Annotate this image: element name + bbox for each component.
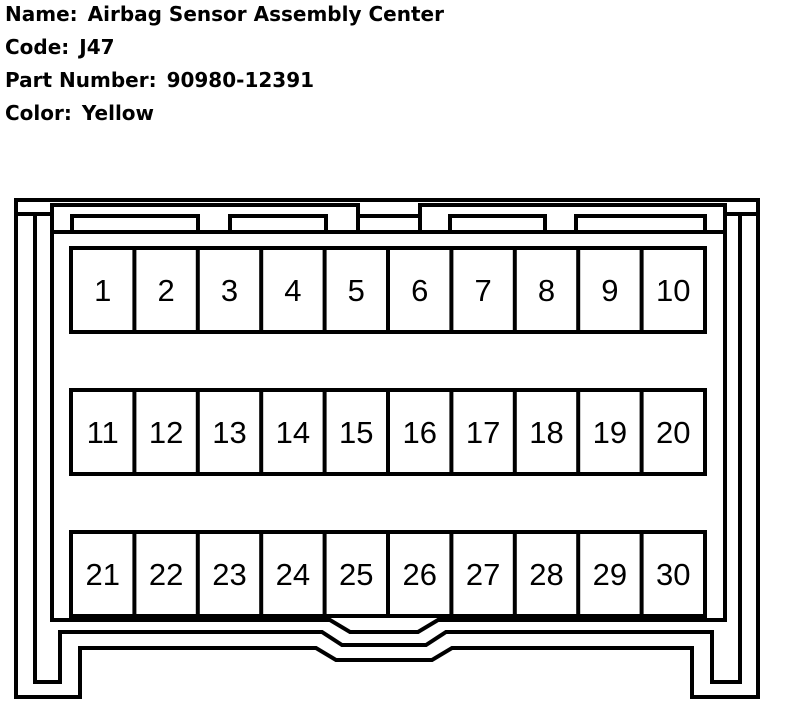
pin-12-label: 12 (148, 415, 184, 450)
pin-20-label: 20 (656, 415, 691, 450)
pin-15-label: 15 (339, 415, 374, 450)
pin-27-label: 27 (465, 557, 501, 592)
part-number-label: Part Number: (5, 68, 157, 92)
pin-11-label: 11 (86, 415, 119, 450)
pin-13-label: 13 (212, 415, 247, 450)
name-value: Airbag Sensor Assembly Center (87, 2, 444, 26)
pin-1-label: 1 (94, 273, 112, 308)
top-tab-4 (576, 216, 705, 232)
top-tab-2 (230, 216, 326, 232)
pin-29-label: 29 (592, 557, 628, 592)
center-latch (358, 205, 420, 232)
pin-5-label: 5 (347, 273, 365, 308)
code-value: J47 (79, 35, 115, 59)
pin-26-label: 26 (402, 557, 437, 592)
pin-4-label: 4 (284, 273, 302, 308)
pin-3-label: 3 (220, 273, 239, 308)
code-label: Code: (5, 35, 70, 59)
pin-2-label: 2 (157, 273, 175, 308)
housing-top-rail (52, 205, 725, 232)
name-label: Name: (5, 2, 78, 26)
pin-19-label: 19 (592, 415, 628, 450)
pin-7-label: 7 (474, 273, 492, 308)
pin-10-label: 10 (656, 273, 691, 308)
pin-9-label: 9 (601, 273, 619, 308)
pin-28-label: 28 (529, 557, 564, 592)
pin-grid (71, 248, 705, 616)
pin-25-label: 25 (339, 557, 374, 592)
pin-22-label: 22 (148, 557, 184, 592)
pin-30-label: 30 (656, 557, 691, 592)
pin-23-label: 23 (212, 557, 247, 592)
pin-8-label: 8 (537, 273, 556, 308)
pin-18-label: 18 (529, 415, 564, 450)
pin-24-label: 24 (275, 557, 311, 592)
part-number-value: 90980-12391 (166, 68, 315, 92)
pin-21-label: 21 (85, 557, 120, 592)
pin-16-label: 16 (402, 415, 437, 450)
pin-17-label: 17 (465, 415, 501, 450)
top-tab-3 (450, 216, 545, 232)
color-label: Color: (5, 101, 72, 125)
pin-14-label: 14 (275, 415, 311, 450)
top-tab-1 (72, 216, 198, 232)
pin-6-label: 6 (411, 273, 429, 308)
color-value: Yellow (81, 101, 155, 125)
